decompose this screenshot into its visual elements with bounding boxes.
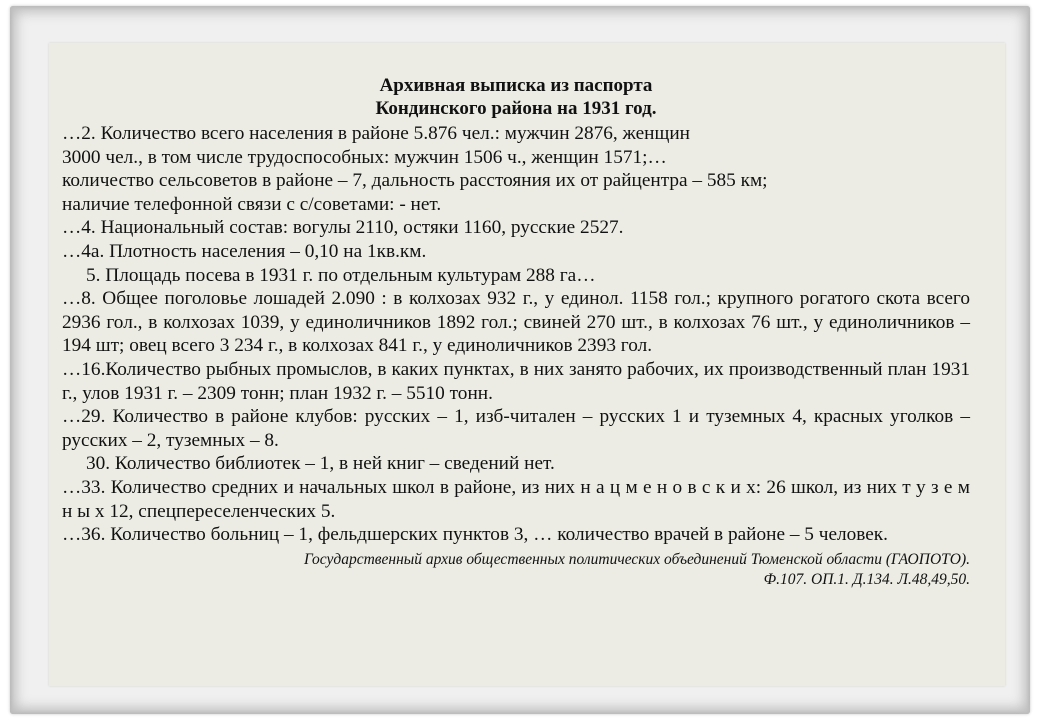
paragraph-hospitals: …36. Количество больниц – 1, фельдшерских пунктов 3, … количество врачей в районе – 5 человек. [62,524,888,546]
archive-document [62,74,970,590]
archive-source-line-1: Государственный архив общественных политических объединений Тюменской области (ГАОПОТО). [304,550,970,568]
paragraph-livestock: …8. Общее поголовье лошадей 2.090 : в колхозах 932 г., у единол. 1158 гол.; крупного рогатого скота всего 2936 гол., в колхозах 1039, у единоличников 1892 гол.; свиней 270 шт., в колхозах 76 шт., у единоличников – 194 шт; овец всего 3 234 г., в колхозах 841 г., у единоличников 2393 гол. [62,288,970,357]
paragraph-population-line-4: наличие телефонной связи с с/советами: - нет. [62,193,442,215]
paragraph-density: …4а. Плотность населения – 0,10 на 1кв.км. [62,240,427,262]
paragraph-fisheries: …16.Количество рыбных промыслов, в каких пунктах, в них занято рабочих, их производственный план 1931 г., улов 1931 г. – 2309 тонн; план 1932 г. – 5510 тонн. [62,358,970,404]
paragraph-sowing-area: 5. Площадь посева в 1931 г. по отдельным культурам 288 га… [86,264,596,286]
paragraph-libraries: 30. Количество библиотек – 1, в ней книг – сведений нет. [86,453,555,475]
paragraph-population-line-3: количество сельсоветов в районе – 7, дальность расстояния их от райцентра – 585 км; [62,170,768,192]
document-title-line-1: Архивная выписка из паспорта [379,75,653,96]
document-body [62,122,970,547]
paragraph-population [62,122,970,216]
archive-source-line-2: Ф.107. ОП.1. Д.134. Л.48,49,50. [763,570,970,588]
paragraph-population-line-1: …2. Количество всего населения в районе 5.876 чел.: мужчин 2876, женщин [62,123,690,144]
archive-source [62,550,970,590]
paragraph-clubs: …29. Количество в районе клубов: русских – 1, изб-читален – русских 1 и туземных 4, красных уголков – русских – 2, туземных – 8. [62,406,970,451]
paragraph-schools: …33. Количество средних и начальных школ в районе, из них н а ц м е н о в с к и х: 26 школ, из них т у з е м н ы х 12, спецпереселенческих 5. [62,476,970,522]
paragraph-nationality: …4. Национальный состав: вогулы 2110, остяки 1160, русские 2527. [62,217,624,239]
paragraph-population-line-2: 3000 чел., в том числе трудоспособных: мужчин 1506 ч., женщин 1571;… [62,146,667,168]
document-title-line-2: Кондинского района на 1931 год. [375,98,657,119]
